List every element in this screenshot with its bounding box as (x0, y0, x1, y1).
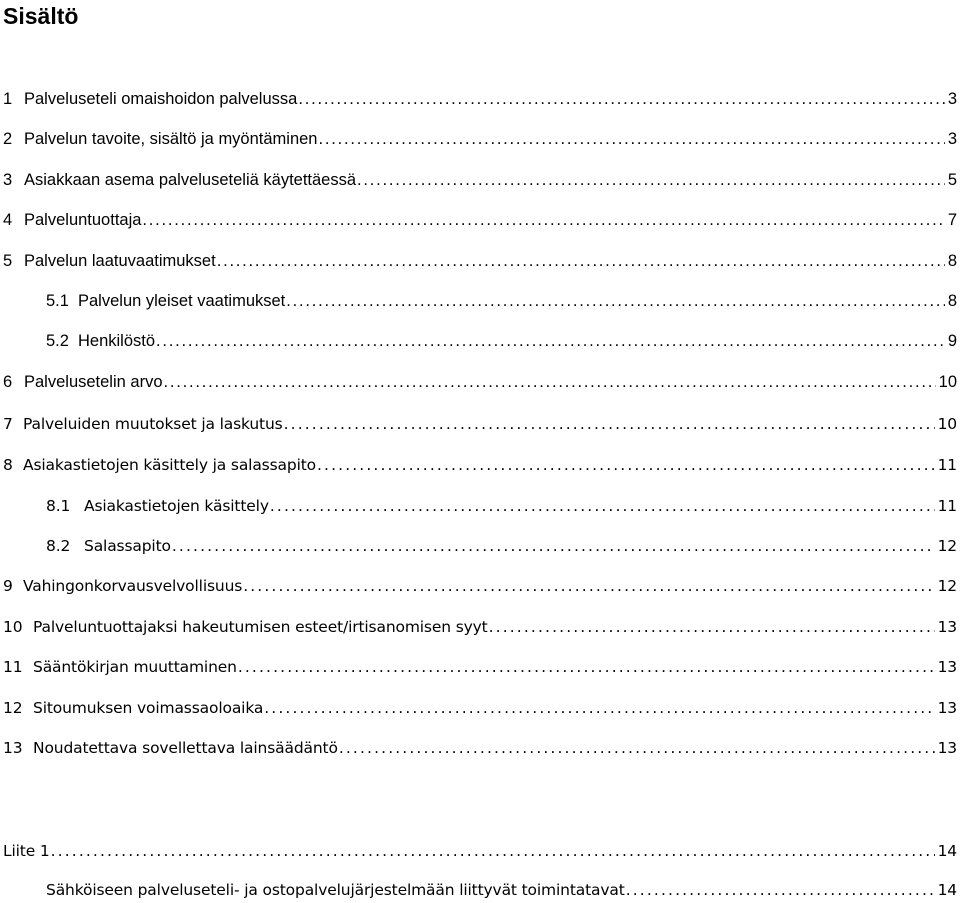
toc-entry-page: 10 (937, 415, 957, 433)
toc-entry-page: 9 (947, 332, 957, 350)
toc-entry-page: 8 (947, 292, 957, 310)
toc-entry-page: 13 (937, 658, 957, 676)
toc-entry-appendix-1[interactable] (3, 839, 957, 863)
toc-entry-number: 1 (3, 90, 13, 108)
dot-leader (156, 329, 945, 353)
toc-entry-page: 7 (947, 211, 957, 229)
toc-entry-8[interactable] (3, 453, 957, 477)
toc-entry-13[interactable] (3, 736, 957, 760)
toc-entry-title: Sähköiseen palveluseteli- ja ostopalvelujärjestelmään liittyvät toimintatavat (46, 881, 625, 899)
toc-entry-number: 12 (3, 699, 23, 717)
toc-entry-title: Salassapito (84, 537, 171, 555)
toc-entry-title: Palvelun yleiset vaatimukset (78, 292, 286, 310)
dot-leader (172, 534, 935, 558)
dot-leader (270, 494, 935, 518)
toc-entry-5[interactable] (3, 249, 957, 273)
toc-entry-page: 5 (947, 171, 957, 189)
toc-entry-title: Noudatettava sovellettava lainsäädäntö (33, 739, 338, 757)
dot-leader (298, 87, 944, 111)
toc-entry-3[interactable] (3, 168, 957, 192)
toc-entry-10[interactable] (3, 615, 957, 639)
toc-entry-number: 13 (3, 739, 23, 757)
toc-entry-number: 4 (3, 211, 13, 229)
toc-entry-page: 13 (937, 618, 957, 636)
toc-entry-page: 3 (947, 130, 957, 148)
toc-entry-title: Palveluntuottajaksi hakeutumisen esteet/irtisanomisen syyt (33, 618, 488, 636)
toc-entry-page: 14 (937, 842, 957, 860)
toc-entry-title: Vahingonkorvausvelvollisuus (23, 577, 243, 595)
dot-leader (243, 574, 934, 598)
dot-leader (319, 127, 945, 151)
toc-entry-2[interactable] (3, 127, 957, 151)
toc-entry-7[interactable] (3, 412, 957, 436)
toc-entry-number: 7 (3, 415, 13, 433)
dot-leader (339, 736, 935, 760)
toc-entry-5-1[interactable] (46, 289, 957, 313)
toc-entry-8-1[interactable] (46, 494, 957, 518)
toc-entry-5-2[interactable] (46, 329, 957, 353)
toc-entry-page: 14 (937, 881, 957, 899)
toc-entry-page: 3 (947, 90, 957, 108)
page-title: Sisältö (3, 3, 79, 29)
toc-entry-number: 3 (3, 171, 13, 189)
toc-entry-number: 11 (3, 658, 23, 676)
toc-entry-title: Asiakastietojen käsittely ja salassapito (23, 456, 316, 474)
toc-entry-1[interactable] (3, 87, 957, 111)
toc-entry-number: 5.1 (46, 292, 69, 310)
toc-entry-12[interactable] (3, 696, 957, 720)
toc-entry-title: Henkilöstö (78, 332, 156, 350)
toc-entry-title: Palvelun tavoite, sisältö ja myöntäminen (24, 130, 318, 148)
dot-leader (238, 655, 935, 679)
dot-leader (264, 696, 934, 720)
toc-entry-11[interactable] (3, 655, 957, 679)
toc-entry-number: 2 (3, 130, 13, 148)
toc-entry-number: 5.2 (46, 332, 69, 350)
toc-entry-page: 11 (937, 456, 957, 474)
dot-leader (357, 168, 945, 192)
toc-entry-title: Asiakkaan asema palveluseteliä käytettäessä (24, 171, 357, 189)
dot-leader (217, 249, 945, 273)
dot-leader (142, 208, 944, 232)
toc-entry-title: Asiakastietojen käsittely (84, 497, 269, 515)
dot-leader (164, 370, 936, 394)
toc-entry-title: Palveluntuottaja (24, 211, 142, 229)
toc-entry-number: 8.2 (46, 537, 71, 555)
dot-leader (489, 615, 935, 639)
toc-entry-title: Palveluiden muutokset ja laskutus (23, 415, 283, 433)
dot-leader (626, 878, 935, 902)
toc-entry-page: 10 (938, 373, 957, 391)
toc-entry-number: 6 (3, 373, 13, 391)
toc-entry-page: 12 (937, 537, 957, 555)
toc-entry-number: 8 (3, 456, 13, 474)
toc-entry-page: 11 (937, 497, 957, 515)
toc-entry-appendix-1-sub[interactable] (46, 878, 957, 902)
toc-entry-page: 13 (937, 739, 957, 757)
toc-entry-number: Liite 1 (3, 842, 50, 860)
toc-entry-title: Palvelusetelin arvo (24, 373, 163, 391)
toc-entry-page: 12 (937, 577, 957, 595)
dot-leader (317, 453, 935, 477)
toc-entry-title: Sääntökirjan muuttaminen (33, 658, 237, 676)
toc-entry-8-2[interactable] (46, 534, 957, 558)
toc-entry-title: Palveluseteli omaishoidon palvelussa (24, 90, 298, 108)
dot-leader (286, 289, 945, 313)
toc-entry-4[interactable] (3, 208, 957, 232)
toc-entry-title: Palvelun laatuvaatimukset (24, 252, 216, 270)
toc-entry-title: Sitoumuksen voimassaoloaika (33, 699, 264, 717)
toc-entry-number: 10 (3, 618, 23, 636)
toc-entry-number: 9 (3, 577, 13, 595)
dot-leader (284, 412, 935, 436)
toc-entry-number: 8.1 (46, 497, 71, 515)
toc-entry-page: 13 (937, 699, 957, 717)
toc-entry-6[interactable] (3, 370, 957, 394)
toc-entry-9[interactable] (3, 574, 957, 598)
toc-entry-page: 8 (947, 252, 957, 270)
dot-leader (51, 839, 935, 863)
toc-entry-number: 5 (3, 252, 13, 270)
